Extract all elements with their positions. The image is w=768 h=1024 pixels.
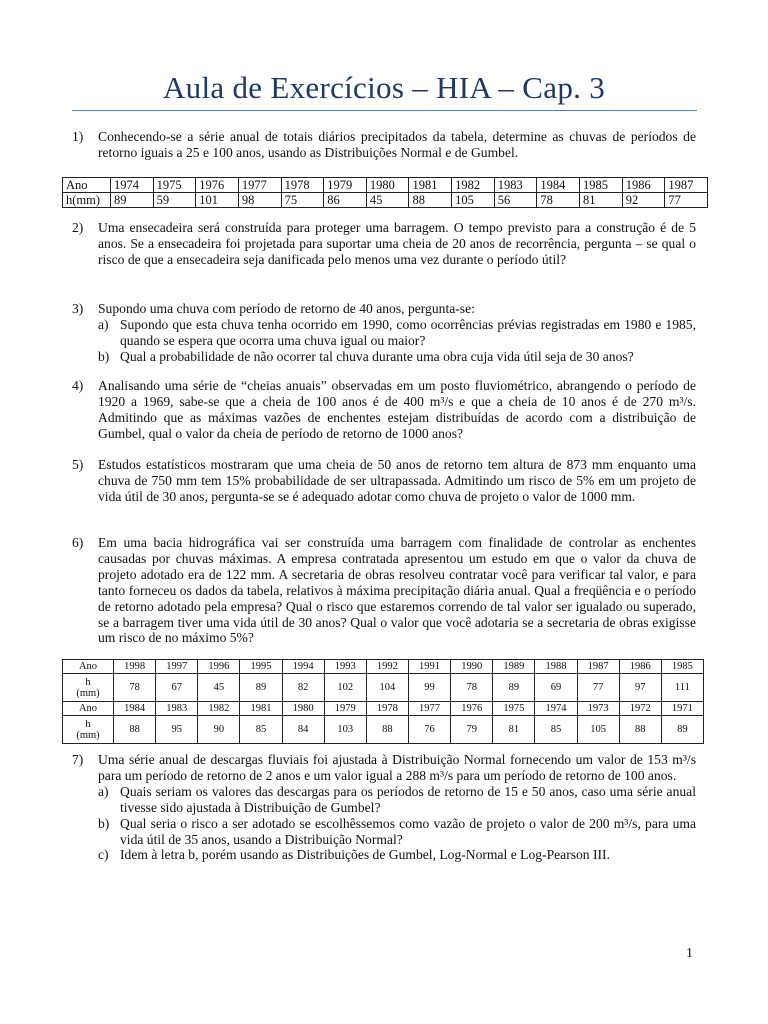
- table-cell: 89: [111, 193, 154, 208]
- table-cell: 56: [494, 193, 537, 208]
- table-cell: 1987: [665, 178, 708, 193]
- sub-question-label: a): [98, 783, 109, 799]
- sub-question-c: [98, 847, 696, 863]
- table-cell: 85: [535, 716, 577, 744]
- table-cell: 45: [366, 193, 409, 208]
- question-1: [72, 129, 696, 161]
- row-label-ano: Ano: [63, 178, 111, 193]
- table-cell: 1986: [622, 178, 665, 193]
- question-text: Uma ensecadeira será construída para proteger uma barragem. O tempo previsto para a construção é de 5 anos. Se a ensecadeira foi projetada para suportar uma cheia de 20 anos de recorrência, pergunta – se qual o risco de que a ensecadeira seja danificada pelo menos uma vez durante o período útil?: [98, 220, 696, 267]
- table-cell: 92: [622, 193, 665, 208]
- table-row-years-2: [63, 702, 704, 716]
- table-cell: 1983: [156, 702, 198, 716]
- sub-question-a: [98, 784, 696, 816]
- table-cell: 1977: [238, 178, 281, 193]
- table-cell: 1988: [535, 660, 577, 674]
- table-cell: 78: [114, 674, 156, 702]
- sub-question-label: a): [98, 316, 109, 332]
- table-cell: 45: [198, 674, 240, 702]
- row-label-ano: Ano: [63, 660, 114, 674]
- table-cell: 1982: [198, 702, 240, 716]
- table-cell: 67: [156, 674, 198, 702]
- table-cell: 89: [493, 674, 535, 702]
- rainfall-table-2: [62, 659, 704, 744]
- question-text: Em uma bacia hidrográfica vai ser construída uma barragem com finalidade de controlar as enchentes causadas por chuvas máximas. A empresa contratada apresentou um estudo em que o valor da chuva de projeto adotado era de 122 mm. A secretaria de obras resolveu contratar você para verificar tal valor, e para tanto forneceu os dados da tabela, relativos à máxima precipitação diária anual. Qual a freqüência e o período de retorno adotado pela empresa? Qual o risco que estaremos correndo de tal valor ser igualado ou superado, se a barragem tiver uma vida útil de 30 anos? Qual o valor que você adotaria se a secretaria de obras exigisse um risco de no máximo 5%?: [98, 535, 696, 646]
- table-cell: 90: [198, 716, 240, 744]
- question-number: 3): [72, 301, 84, 316]
- table-cell: 1995: [240, 660, 282, 674]
- table-cell: 1998: [114, 660, 156, 674]
- sub-question-text: Qual seria o risco a ser adotado se escolhêssemos como vazão de projeto o valor de 200 m³/s, para uma vida útil de 35 anos, usando a Distribuição Normal?: [120, 815, 696, 847]
- table-cell: 1975: [153, 178, 196, 193]
- table-cell: 1997: [156, 660, 198, 674]
- table-cell: 88: [619, 716, 661, 744]
- table-cell: 1971: [661, 702, 703, 716]
- rainfall-table-1: [62, 177, 708, 208]
- table-row-years-1: [63, 660, 704, 674]
- table-cell: 82: [282, 674, 324, 702]
- question-5: [72, 457, 696, 505]
- table-cell: 111: [661, 674, 703, 702]
- sub-question-label: b): [98, 348, 110, 364]
- question-number: 2): [72, 220, 84, 235]
- table-cell: 1987: [577, 660, 619, 674]
- table-cell: 76: [408, 716, 450, 744]
- table-cell: 88: [114, 716, 156, 744]
- table-cell: 1978: [366, 702, 408, 716]
- sub-question-text: Idem à letra b, porém usando as Distribuições de Gumbel, Log-Normal e Log-Pearson III.: [120, 847, 610, 863]
- sub-question-b: [98, 349, 696, 365]
- table-cell: 88: [366, 716, 408, 744]
- sub-question-text: Quais seriam os valores das descargas para os períodos de retorno de 15 e 50 anos, caso uma série anual tivesse sido ajustada à Distribuição de Gumbel?: [120, 783, 696, 815]
- question-2: [72, 220, 696, 268]
- question-number: 5): [72, 457, 84, 472]
- table-cell: 95: [156, 716, 198, 744]
- question-number: 1): [72, 129, 84, 144]
- sub-question-label: c): [98, 847, 109, 863]
- table-cell: 86: [324, 193, 367, 208]
- table-cell: 1993: [324, 660, 366, 674]
- table-cell: 102: [324, 674, 366, 702]
- question-6: [72, 535, 696, 646]
- table-cell: 1974: [111, 178, 154, 193]
- table-cell: 1976: [451, 702, 493, 716]
- table-cell: 1980: [366, 178, 409, 193]
- table-cell: 89: [661, 716, 703, 744]
- table-cell: 1976: [196, 178, 239, 193]
- table-cell: 1984: [537, 178, 580, 193]
- question-4: [72, 378, 696, 442]
- table-cell: 1975: [493, 702, 535, 716]
- table-cell: 59: [153, 193, 196, 208]
- table-cell: 98: [238, 193, 281, 208]
- sub-question-b: [98, 816, 696, 848]
- table-cell: 1983: [494, 178, 537, 193]
- title-underline: [72, 110, 697, 111]
- question-7: [72, 752, 696, 863]
- table-cell: 81: [493, 716, 535, 744]
- table-cell: 104: [366, 674, 408, 702]
- question-text: Supondo uma chuva com período de retorno de 40 anos, pergunta-se:: [98, 301, 475, 316]
- sub-question-text: Supondo que esta chuva tenha ocorrido em 1990, como ocorrências prévias registradas em 1980 e 1985, quando se espera que ocorra uma chuva igual ou maior?: [120, 316, 696, 348]
- table-cell: 99: [408, 674, 450, 702]
- table-cell: 1992: [366, 660, 408, 674]
- question-text: Uma série anual de descargas fluviais foi ajustada à Distribuição Normal fornecendo um valor de 153 m³/s para um período de retorno de 2 anos e um valor igual a 288 m³/s para um período de retorno de 100 anos.: [98, 752, 696, 783]
- table-cell: 105: [577, 716, 619, 744]
- table-cell: 1974: [535, 702, 577, 716]
- table-cell: 1991: [408, 660, 450, 674]
- question-text: Analisando uma série de “cheias anuais” observadas em um posto fluviométrico, abrangendo o período de 1920 a 1969, sabe-se que a cheia de 100 anos é de 400 m³/s e que a cheia de 10 anos é de 270 m³/s. Admitindo que as máximas vazões de enchentes estejam distribuídas de acordo com a distribuição de Gumbel, qual o valor da cheia de período de retorno de 1000 anos?: [98, 378, 696, 441]
- table-cell: 1980: [282, 702, 324, 716]
- page-title: Aula de Exercícios – HIA – Cap. 3: [162, 70, 606, 105]
- table-cell: 78: [451, 674, 493, 702]
- table-cell: 1990: [451, 660, 493, 674]
- table-cell: 85: [240, 716, 282, 744]
- table-cell: 69: [535, 674, 577, 702]
- table-row-values-1: [63, 674, 704, 702]
- row-label-h: h (mm): [63, 716, 114, 744]
- sub-question-label: b): [98, 815, 110, 831]
- table-cell: 1973: [577, 702, 619, 716]
- sub-question-a: [98, 317, 696, 349]
- question-number: 7): [72, 752, 84, 767]
- table-cell: 78: [537, 193, 580, 208]
- table-cell: 79: [451, 716, 493, 744]
- question-text: Conhecendo-se a série anual de totais diários precipitados da tabela, determine as chuvas de períodos de retorno iguais a 25 e 100 anos, usando as Distribuições Normal e de Gumbel.: [98, 129, 696, 160]
- row-label-h: h (mm): [63, 674, 114, 702]
- table-cell: 1989: [493, 660, 535, 674]
- table-cell: 75: [281, 193, 324, 208]
- table-row-values: [63, 193, 708, 208]
- table-cell: 1978: [281, 178, 324, 193]
- question-number: 4): [72, 378, 84, 393]
- table-cell: 1977: [408, 702, 450, 716]
- table-cell: 77: [665, 193, 708, 208]
- table-cell: 97: [619, 674, 661, 702]
- table-cell: 105: [452, 193, 495, 208]
- question-3: [72, 301, 696, 365]
- table-cell: 1986: [619, 660, 661, 674]
- row-label-ano: Ano: [63, 702, 114, 716]
- sub-question-text: Qual a probabilidade de não ocorrer tal chuva durante uma obra cuja vida útil seja de 30 anos?: [120, 348, 634, 364]
- table-cell: 1979: [324, 702, 366, 716]
- table-cell: 84: [282, 716, 324, 744]
- table-cell: 1981: [240, 702, 282, 716]
- table-cell: 1972: [619, 702, 661, 716]
- table-cell: 1985: [580, 178, 623, 193]
- table-cell: 77: [577, 674, 619, 702]
- table-row-values-2: [63, 716, 704, 744]
- page-number: 1: [686, 946, 693, 961]
- table-cell: 101: [196, 193, 239, 208]
- table-cell: 1996: [198, 660, 240, 674]
- table-cell: 1985: [661, 660, 703, 674]
- table-cell: 1979: [324, 178, 367, 193]
- row-label-h: h(mm): [63, 193, 111, 208]
- table-cell: 89: [240, 674, 282, 702]
- question-text: Estudos estatísticos mostraram que uma cheia de 50 anos de retorno tem altura de 873 mm enquanto uma chuva de 750 mm tem 15% probabilidade de ser ultrapassada. Admitindo um risco de 5% em um projeto de vida útil de 30 anos, pergunta-se se é adequado adotar como chuva de projeto o valor de 1000 mm.: [98, 457, 696, 504]
- table-cell: 81: [580, 193, 623, 208]
- table-cell: 1981: [409, 178, 452, 193]
- table-cell: 103: [324, 716, 366, 744]
- table-cell: 1994: [282, 660, 324, 674]
- table-row-years: [63, 178, 708, 193]
- table-cell: 88: [409, 193, 452, 208]
- table-cell: 1984: [114, 702, 156, 716]
- question-number: 6): [72, 535, 84, 550]
- table-cell: 1982: [452, 178, 495, 193]
